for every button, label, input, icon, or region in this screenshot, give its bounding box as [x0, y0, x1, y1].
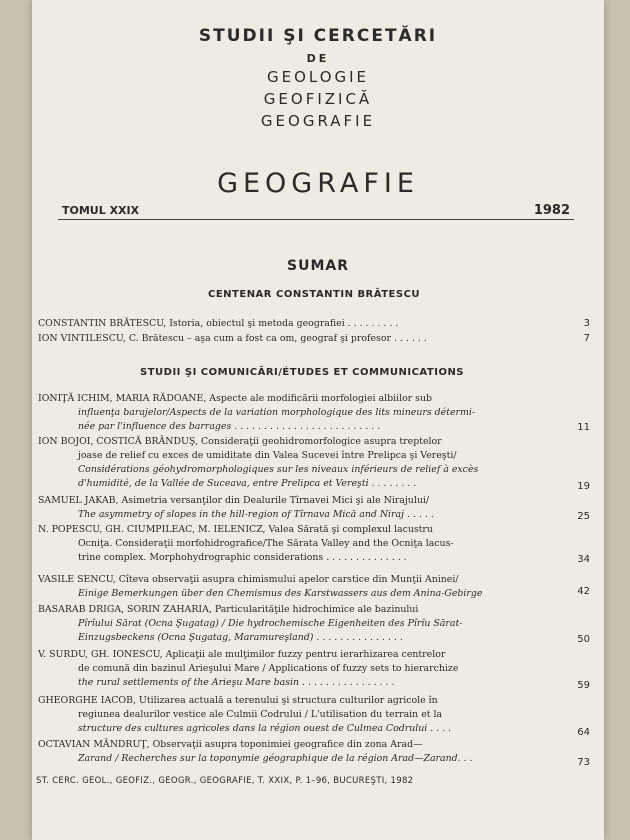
section-title-studii: STUDII ŞI COMUNICĂRI/ÉTUDES ET COMMUNICATIONS	[140, 367, 465, 378]
toc-entry-line: Pîrîului Sărat (Ocna Şugatag) / Die hydrochemische Eigenheiten des Pîrîu Sărat-	[78, 618, 463, 629]
toc-entry-line: de comună din bazinul Arieşului Mare / Applications of fuzzy sets to hierarchize	[78, 663, 459, 674]
toc-entry-line: influenţa barajelor/Aspects de la variation morphologique des lits mineurs détermi-	[78, 407, 476, 418]
toc-entry	[38, 332, 568, 346]
toc-entry-line: Zarand / Recherches sur la toponymie géographique de la région Arad—Zarand. . .	[78, 753, 473, 764]
toc-entry	[38, 694, 568, 736]
journal-series-de: DE	[306, 52, 330, 65]
toc-entry-line: GHEORGHE IACOB, Utilizarea actuală a terenului şi structura culturilor agricole în	[38, 695, 438, 706]
toc-page-number: 11	[577, 422, 590, 433]
toc-page-number: 3	[583, 318, 590, 329]
toc-entry-line: N. POPESCU, GH. CIUMPILEAC, M. IELENICZ, Valea Sărată şi complexul lacustru	[38, 524, 433, 535]
toc-entry	[38, 523, 568, 565]
toc-entry-line: SAMUEL JAKAB, Asimetria versanţilor din Dealurile Tîrnavei Mici şi ale Nirajului/	[38, 495, 430, 506]
journal-series-geofizica: GEOFIZICĂ	[263, 90, 373, 108]
toc-entry-line: Ocniţa. Consideraţii morfohidrografice/The Sărata Valley and the Ocniţa lacus-	[78, 538, 454, 549]
toc-page-number: 7	[583, 333, 590, 344]
citation-footer: ST. CERC. GEOL., GEOFIZ., GEOGR., GEOGRAFIE, T. XXIX, P. 1–96, BUCUREŞTI, 1982	[36, 776, 414, 786]
journal-series-geologie: GEOLOGIE	[266, 68, 370, 86]
journal-series-geografie: GEOGRAFIE	[260, 112, 376, 130]
volume-label: TOMUL XXIX	[62, 204, 140, 217]
toc-entry-line: ION BOJOI, COSTICĂ BRÂNDUŞ, Consideraţii geohidromorfologice asupra treptelor	[38, 436, 442, 447]
toc-entry-line: Einige Bemerkungen über den Chemismus des Karstwassers aus dem Anina-Gebirge	[78, 588, 483, 599]
toc-page-number: 59	[577, 680, 590, 691]
toc-entry-line: IONIŢĂ ICHIM, MARIA RĂDOANE, Aspecte ale modificării morfologiei albiilor sub	[38, 393, 433, 404]
summary-title: SUMAR	[287, 258, 349, 274]
toc-page-number: 25	[577, 511, 590, 522]
toc-entry-line: OCTAVIAN MÂNDRUŢ, Observaţii asupra toponimiei geografice din zona Arad—	[38, 739, 423, 750]
toc-page-number: 64	[577, 727, 590, 738]
toc-page-number: 19	[577, 481, 590, 492]
toc-entry-line: structure des cultures agricoles dans la région ouest de Culmea Codrului . . . .	[78, 723, 452, 734]
toc-entry	[38, 738, 568, 766]
toc-entry-line: V. SURDU, GH. IONESCU, Aplicaţii ale mulţimilor fuzzy pentru ierarhizarea centrelor	[38, 649, 446, 660]
journal-series-title: STUDII ŞI CERCETĂRI	[198, 26, 438, 46]
main-title: GEOGRAFIE	[217, 168, 419, 199]
toc-entry-line: the rural settlements of the Arieşu Mare basin . . . . . . . . . . . . . . . .	[78, 677, 395, 688]
header-divider	[58, 219, 574, 220]
toc-entry-line: née par l'influence des barrages . . . . . . . . . . . . . . . . . . . . . . . . .	[78, 421, 381, 432]
toc-page-number: 50	[577, 634, 590, 645]
year-label: 1982	[533, 203, 570, 218]
toc-entry-line: VASILE SENCU, Cîteva observaţii asupra chimismului apelor carstice din Munţii Aninei/	[38, 574, 459, 585]
toc-entry	[38, 435, 568, 491]
toc-entry-line: joase de relief cu exces de umiditate din Valea Sucevei între Prelipca şi Vereşti/	[78, 450, 457, 461]
toc-entry-line: trine complex. Morphohydrographic considerations . . . . . . . . . . . . . .	[78, 552, 407, 563]
toc-entry-line: d'humidité, de la Vallée de Suceava, entre Prelipca et Vereşti . . . . . . . .	[78, 478, 417, 489]
section-title-centenar: CENTENAR CONSTANTIN BRĂTESCU	[208, 289, 421, 300]
journal-page	[32, 0, 604, 840]
toc-entry	[38, 392, 568, 434]
toc-entry-line: regiunea dealurilor vestice ale Culmii Codrului / L'utilisation du terrain et la	[78, 709, 443, 720]
toc-page-number: 42	[577, 586, 590, 597]
toc-page-number: 34	[577, 554, 590, 565]
toc-entry-line: The asymmetry of slopes in the hill-region of Tîrnava Mică and Niraj . . . . .	[78, 509, 434, 520]
toc-entry-text: CONSTANTIN BRĂTESCU, Istoria, obiectul şi metoda geografiei . . . . . . . . .	[38, 318, 399, 329]
toc-entry-line: Einzugsbeckens (Ocna Şugatag, Maramureşland) . . . . . . . . . . . . . . .	[78, 632, 403, 643]
toc-entry	[38, 573, 568, 601]
toc-entry-text: ION VINTILESCU, C. Brătescu – aşa cum a fost ca om, geograf şi profesor . . . . . .	[38, 333, 427, 344]
toc-entry	[38, 317, 568, 331]
toc-entry	[38, 648, 568, 690]
toc-entry	[38, 494, 568, 522]
toc-entry-line: BASARAB DRIGA, SORIN ZAHARIA, Particularităţile hidrochimice ale bazinului	[38, 604, 419, 615]
toc-entry-line: Considérations géohydromorphologiques sur les niveaux inférieurs de relief à excès	[78, 464, 479, 475]
toc-entry	[38, 603, 568, 645]
toc-page-number: 73	[577, 757, 590, 768]
